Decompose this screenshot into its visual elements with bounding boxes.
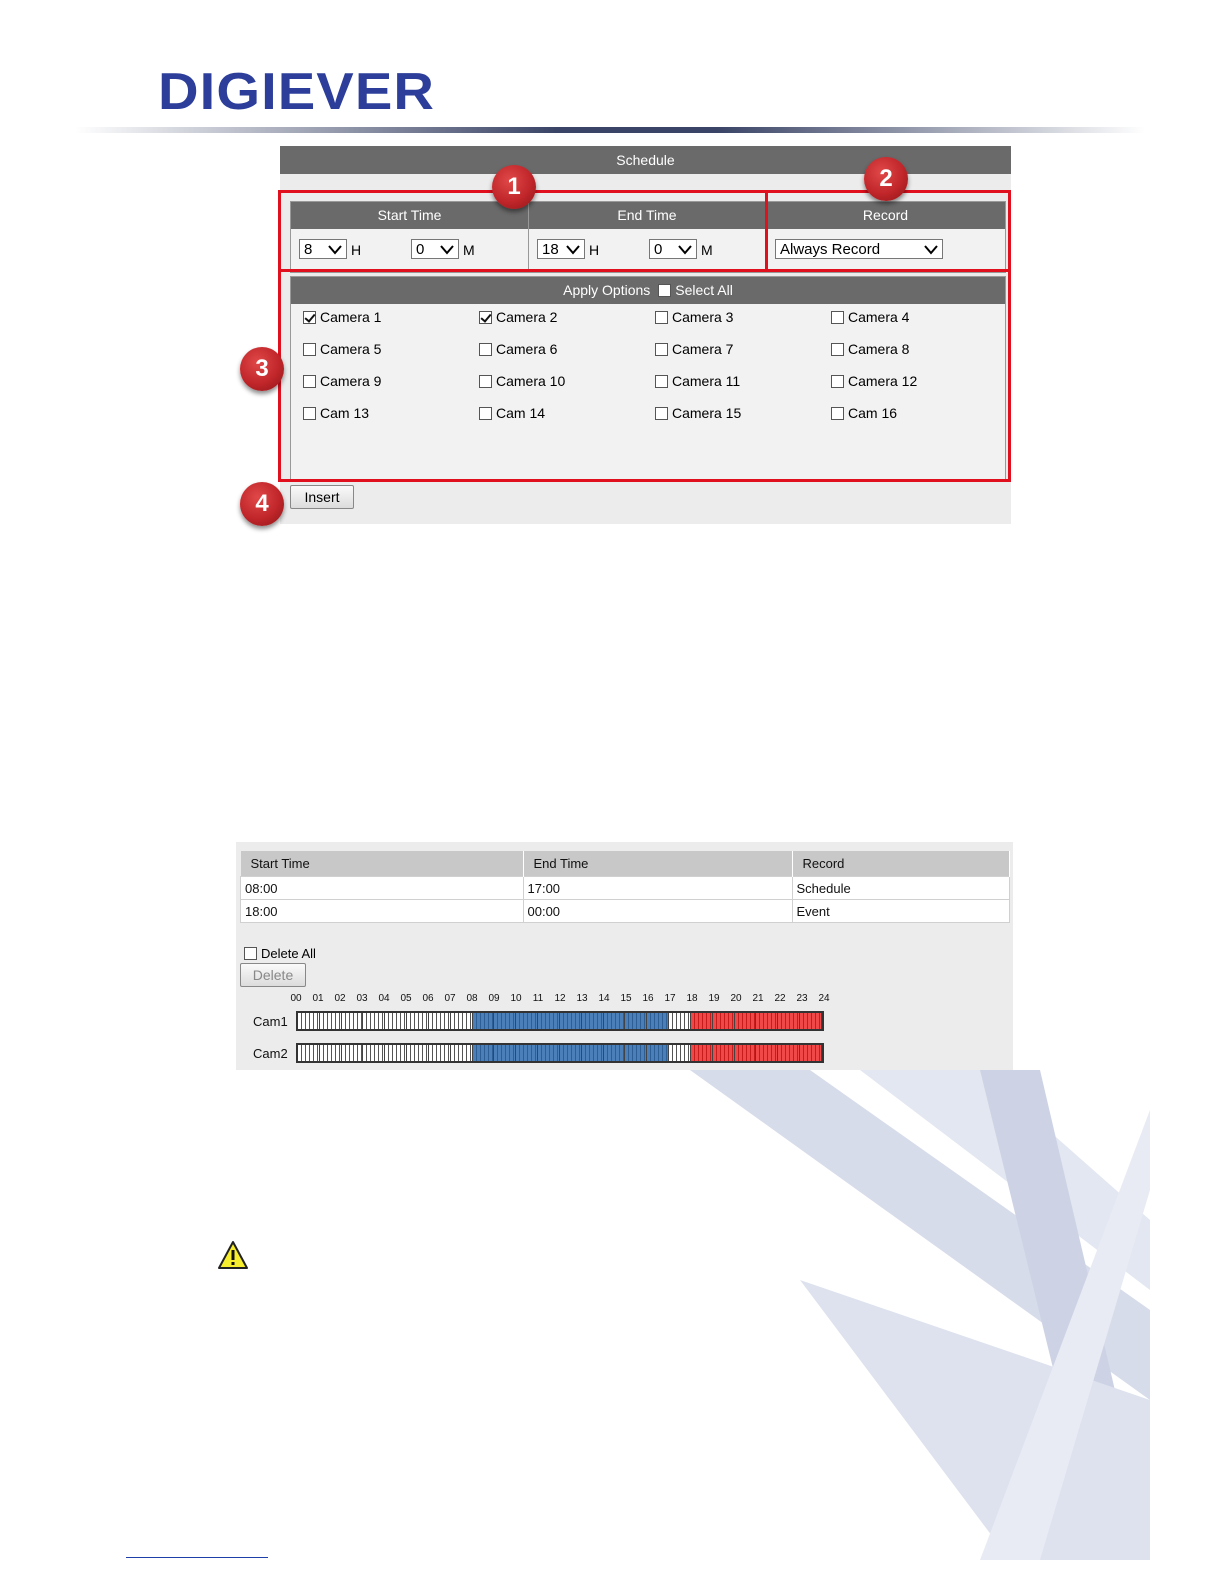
camera-label: Cam 16	[848, 405, 898, 421]
end-time-header: End Time	[529, 202, 765, 229]
step-badge-3: 3	[240, 347, 284, 391]
highlight-record-section	[765, 190, 1011, 272]
table-row[interactable]	[241, 900, 1010, 923]
table-cell: 08:00	[241, 877, 524, 900]
end-hour-value: 18	[542, 241, 559, 258]
timeline-hour-block	[385, 1013, 407, 1029]
footer-rule	[126, 1557, 268, 1558]
timeline-hour-block	[647, 1013, 669, 1029]
timeline-hour-block	[363, 1013, 385, 1029]
hour-label: 13	[576, 993, 588, 1004]
delete-button[interactable]: Delete	[240, 963, 306, 987]
timeline-hour-block	[800, 1013, 822, 1029]
timeline-hour-block	[451, 1045, 473, 1061]
insert-button[interactable]: Insert	[290, 485, 354, 509]
timeline-hour-block	[625, 1045, 647, 1061]
timeline-hour-block	[647, 1045, 669, 1061]
camera-label: Camera 3	[672, 309, 734, 325]
timeline-hour-block	[320, 1013, 342, 1029]
timeline-hour-block	[669, 1013, 691, 1029]
camera-label: Camera 2	[496, 309, 558, 325]
step-badge-2: 2	[864, 157, 908, 201]
hour-label: 08	[466, 993, 478, 1004]
timeline-hour-block	[669, 1045, 691, 1061]
start-hour-value: 8	[304, 241, 313, 258]
timeline-hour-block	[778, 1013, 800, 1029]
table-cell: 17:00	[523, 877, 792, 900]
timeline-hour-block	[342, 1013, 364, 1029]
warning-icon	[217, 1240, 249, 1270]
hour-label: 17	[664, 993, 676, 1004]
schedule-title: Schedule	[280, 146, 1011, 174]
end-minute-value: 0	[654, 241, 663, 258]
camera-label: Camera 8	[848, 341, 910, 357]
timeline-hour-block	[298, 1013, 320, 1029]
timeline-hour-block	[538, 1045, 560, 1061]
timeline-hour-block	[582, 1045, 604, 1061]
hour-label: 23	[796, 993, 808, 1004]
digiever-logo: DIGIEVER	[158, 63, 436, 121]
hour-label: 22	[774, 993, 786, 1004]
table-header-row	[241, 851, 1010, 877]
timeline-hour-block	[691, 1013, 713, 1029]
step-badge-4: 4	[240, 482, 284, 526]
column-header: Start Time	[241, 851, 524, 877]
column-header: End Time	[523, 851, 792, 877]
timeline-hour-block	[691, 1045, 713, 1061]
hour-label: 07	[444, 993, 456, 1004]
hour-label: 00	[290, 993, 302, 1004]
camera-label: Cam 13	[320, 405, 370, 421]
timeline-hour-block	[342, 1045, 364, 1061]
timeline-hour-block	[407, 1013, 429, 1029]
minute-unit: M	[463, 242, 475, 258]
timeline-hour-block	[473, 1045, 495, 1061]
hour-label: 09	[488, 993, 500, 1004]
timeline-hour-block	[625, 1013, 647, 1029]
hour-label: 01	[312, 993, 324, 1004]
hour-unit: H	[589, 242, 600, 258]
timeline-hour-block	[582, 1013, 604, 1029]
table-cell: 00:00	[523, 900, 792, 923]
timeline-hour-block	[363, 1045, 385, 1061]
timeline-hour-block	[516, 1045, 538, 1061]
timeline-hour-block	[735, 1013, 757, 1029]
hour-label: 10	[510, 993, 522, 1004]
timeline-hour-block	[604, 1013, 626, 1029]
timeline-hour-block	[494, 1045, 516, 1061]
timeline-hour-block	[560, 1045, 582, 1061]
hour-label: 16	[642, 993, 654, 1004]
delete-all-checkbox[interactable]	[244, 947, 257, 960]
camera-label: Camera 9	[320, 373, 382, 389]
timeline-hour-block	[473, 1013, 495, 1029]
hour-label: 24	[818, 993, 830, 1004]
start-time-header: Start Time	[291, 202, 528, 229]
delete-all-toggle[interactable]	[244, 946, 316, 961]
hour-label: 03	[356, 993, 368, 1004]
minute-unit: M	[701, 242, 713, 258]
camera-label: Camera 10	[496, 373, 566, 389]
table-cell: Schedule	[792, 877, 1010, 900]
hour-label: 11	[532, 993, 544, 1004]
camera-label: Camera 12	[848, 373, 918, 389]
background-decoration	[680, 1070, 1150, 1560]
apply-options-label: Apply Options	[563, 282, 651, 298]
step-badge-1: 1	[492, 165, 536, 209]
hour-unit: H	[351, 242, 362, 258]
timeline-hour-block	[735, 1045, 757, 1061]
schedule-timeline[interactable]	[296, 1043, 824, 1063]
record-header: Record	[766, 202, 1005, 229]
hour-label: 14	[598, 993, 610, 1004]
timeline-label: Cam1	[253, 1014, 288, 1029]
hour-label: 18	[686, 993, 698, 1004]
timeline-hour-block	[516, 1013, 538, 1029]
timeline-hour-block	[451, 1013, 473, 1029]
timeline-hour-block	[298, 1045, 320, 1061]
camera-label: Camera 7	[672, 341, 734, 357]
timeline-hour-block	[713, 1045, 735, 1061]
table-row[interactable]	[241, 877, 1010, 900]
timeline-label: Cam2	[253, 1046, 288, 1061]
timeline-hour-block	[713, 1013, 735, 1029]
timeline-hour-block	[604, 1045, 626, 1061]
camera-label: Camera 6	[496, 341, 558, 357]
hour-label: 06	[422, 993, 434, 1004]
record-mode-value: Always Record	[780, 241, 881, 258]
timeline-hour-block	[494, 1013, 516, 1029]
hour-label: 21	[752, 993, 764, 1004]
select-all-label: Select All	[675, 282, 733, 298]
timeline-hour-block	[756, 1045, 778, 1061]
timeline-hour-block	[320, 1045, 342, 1061]
hour-label: 12	[554, 993, 566, 1004]
camera-label: Camera 5	[320, 341, 382, 357]
highlight-apply-section	[278, 269, 1011, 482]
timeline-hour-block	[429, 1045, 451, 1061]
header-divider	[75, 127, 1145, 133]
camera-label: Cam 14	[496, 405, 546, 421]
schedule-timeline[interactable]	[296, 1011, 824, 1031]
table-cell: 18:00	[241, 900, 524, 923]
timeline-hour-block	[407, 1045, 429, 1061]
hour-label: 15	[620, 993, 632, 1004]
table-cell: Event	[792, 900, 1010, 923]
schedule-list-panel	[236, 842, 1013, 1070]
camera-label: Camera 15	[672, 405, 742, 421]
timeline-hour-block	[800, 1045, 822, 1061]
hour-label: 02	[334, 993, 346, 1004]
hour-label: 05	[400, 993, 412, 1004]
hour-label: 04	[378, 993, 390, 1004]
hour-label: 19	[708, 993, 720, 1004]
timeline-hour-block	[385, 1045, 407, 1061]
delete-all-label: Delete All	[261, 946, 316, 961]
camera-label: Camera 4	[848, 309, 910, 325]
camera-label: Camera 11	[672, 373, 741, 389]
timeline-hour-block	[778, 1045, 800, 1061]
timeline-hour-block	[429, 1013, 451, 1029]
schedule-table	[240, 851, 1010, 923]
column-header: Record	[792, 851, 1010, 877]
timeline-hour-block	[538, 1013, 560, 1029]
hour-label: 20	[730, 993, 742, 1004]
start-minute-value: 0	[416, 241, 425, 258]
camera-label: Camera 1	[320, 309, 382, 325]
timeline-hour-block	[756, 1013, 778, 1029]
timeline-hour-block	[560, 1013, 582, 1029]
